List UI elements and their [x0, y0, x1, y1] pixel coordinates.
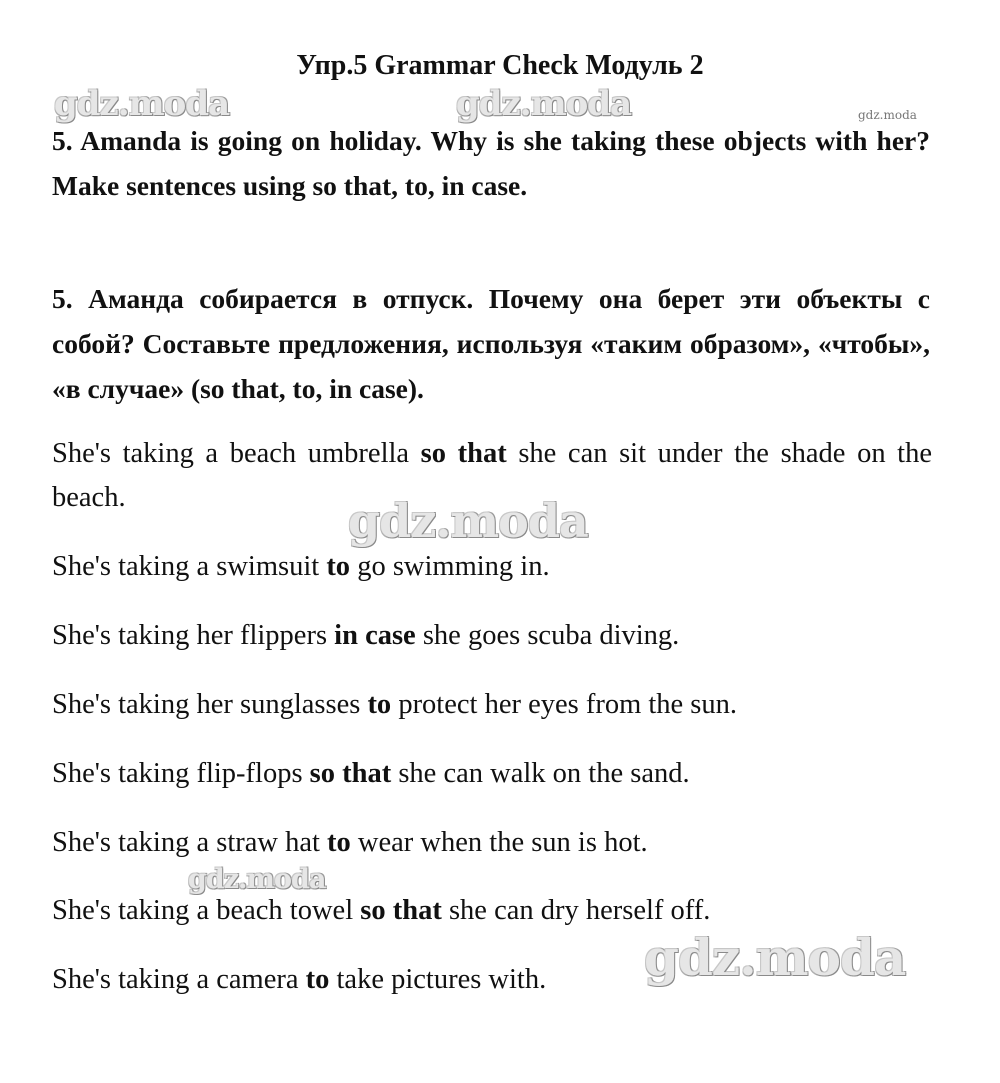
- answer-keyword: to: [326, 551, 351, 582]
- answer-sentence: [52, 958, 932, 1002]
- answer-text: protect her eyes from the sun.: [391, 689, 738, 720]
- answer-sentence: [52, 683, 932, 727]
- answer-text: she goes scuba diving.: [415, 620, 680, 651]
- answer-keyword: so that: [420, 438, 507, 469]
- answer-keyword: to: [367, 689, 392, 720]
- answer-text: she can dry herself off.: [441, 895, 711, 926]
- watermark-logo: gdz.moda: [188, 864, 326, 895]
- task-russian: 5. Аманда собирается в отпуск. Почему она берет эти объекты с собой? Составьте предложения, используя «таким образом», «чтобы», «в случае» (so that, to, in case).: [52, 283, 930, 404]
- answer-keyword: so that: [360, 895, 442, 926]
- answer-text: She's taking her flippers: [52, 620, 335, 651]
- watermark-logo: gdz.moda: [858, 108, 917, 122]
- answer-sentence: [52, 889, 932, 933]
- answer-text: she can walk on the sand.: [391, 758, 690, 789]
- watermark-logo: gdz.moda: [348, 494, 588, 548]
- answer-keyword: to: [305, 964, 330, 995]
- answer-text: She's taking a camera: [52, 964, 306, 995]
- answer-text: wear when the sun is hot.: [350, 827, 648, 858]
- watermark-logo: gdz.moda: [456, 84, 632, 124]
- answer-sentence: [52, 545, 932, 589]
- task-english: 5. Amanda is going on holiday. Why is she taking these objects with her? Make sentences using so that, to, in case.: [52, 125, 930, 201]
- answer-sentence: [52, 614, 932, 658]
- answer-text: She's taking her sunglasses: [52, 689, 368, 720]
- answer-text: She's taking a beach towel: [52, 895, 361, 926]
- answer-text: She's taking a straw hat: [52, 827, 328, 858]
- answer-text: go swimming in.: [350, 551, 550, 582]
- answer-keyword: so that: [309, 758, 392, 789]
- answer-keyword: to: [327, 827, 351, 858]
- answer-text: take pictures with.: [329, 964, 547, 995]
- watermark-logo: gdz.moda: [54, 84, 230, 124]
- answer-text: She's taking flip-flops: [52, 758, 310, 789]
- answer-text: she can sit under the shade on the beach.: [52, 438, 932, 513]
- watermark-logo: gdz.moda: [644, 928, 906, 987]
- answer-sentence: [52, 821, 932, 865]
- answer-sentence: [52, 752, 932, 796]
- answer-text: She's taking a swimsuit: [52, 551, 327, 582]
- answer-keyword: in case: [334, 620, 416, 651]
- answer-text: She's taking a beach umbrella: [52, 438, 421, 469]
- page-title: Упр.5 Grammar Check Модуль 2: [296, 50, 704, 81]
